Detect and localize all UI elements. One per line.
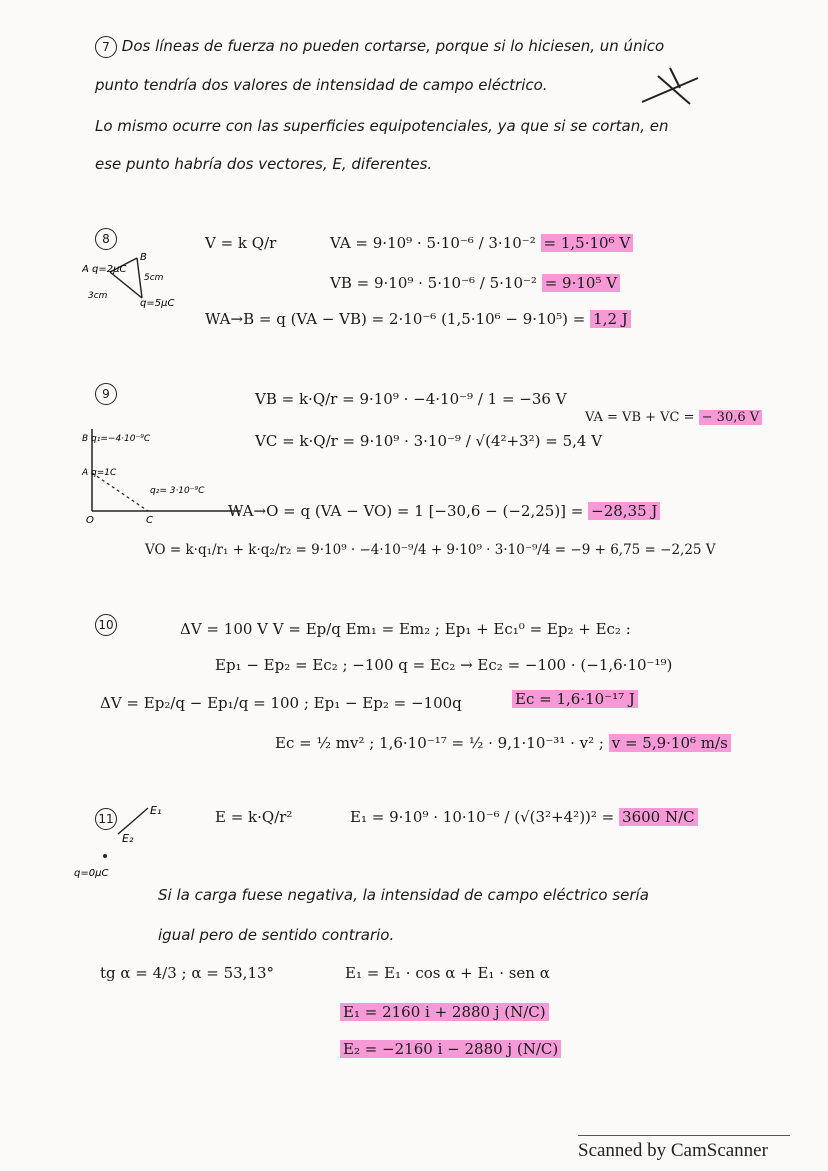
problem-7-line-3: Lo mismo ocurre con las superficies equipotenciales, ya que si se cortan, en — [95, 117, 669, 135]
p11-label-e2: E₂ — [122, 832, 134, 845]
p9-va: VA = VB + VC = − 30,6 V — [585, 410, 762, 425]
p9-label-o: O — [86, 515, 94, 525]
p8-va: VA = 9·10⁹ · 5·10⁻⁶ / 3·10⁻² = 1,5·10⁶ V — [330, 234, 633, 252]
p9-work-result: −28,35 J — [588, 502, 660, 520]
problem-7-line-2: punto tendría dos valores de intensidad de campo eléctrico. — [95, 76, 548, 94]
p9-label-c: C — [146, 515, 153, 525]
p8-work: WA→B = q (VA − VB) = 2·10⁻⁶ (1,5·10⁶ − 9·10⁵) = 1,2 J — [205, 310, 631, 328]
p11-text-1: Si la carga fuese negativa, la intensidad de campo eléctrico sería — [158, 886, 649, 904]
p11-formula: E = k·Q/r² — [215, 808, 293, 826]
problem-10-number: 10 — [95, 614, 117, 636]
p9-vo: VO = k·q₁/r₁ + k·q₂/r₂ = 9·10⁹ · −4·10⁻⁹/4 + 9·10⁹ · 3·10⁻⁹/4 = −9 + 6,75 = −2,25 V — [145, 542, 716, 558]
problem-11-diagram — [70, 800, 180, 880]
p11-label-e1: E₁ — [150, 804, 162, 817]
p10-line-3: ΔV = Ep₂/q − Ep₁/q = 100 ; Ep₁ − Ep₂ = −100q — [100, 694, 462, 712]
p9-label-b: B q₁=−4·10⁻⁹C — [82, 434, 151, 444]
p10-line-4-result: v = 5,9·10⁶ m/s — [609, 734, 731, 752]
p11-angle: tg α = 4/3 ; α = 53,13° — [100, 964, 275, 982]
p9-label-a: A q=1C — [82, 468, 117, 478]
p9-label-q2: q₂= 3·10⁻⁹C — [150, 486, 205, 496]
problem-7-number: 7 — [95, 36, 117, 58]
p11-e1: E₁ = 9·10⁹ · 10·10⁻⁶ / (√(3²+4²))² = 3600 N/C — [350, 808, 698, 826]
problem-8-diagram — [82, 250, 192, 310]
p8-label-d2: 3cm — [88, 291, 108, 301]
p11-e1-result: 3600 N/C — [619, 808, 698, 826]
p10-line-1: ΔV = 100 V V = Ep/q Em₁ = Em₂ ; Ep₁ + Ec₁⁰ = Ep₂ + Ec₂ : — [180, 620, 631, 638]
p11-decomposition: E₁ = E₁ · cos α + E₁ · sen α — [345, 964, 550, 982]
p8-formula: V = k Q/r — [205, 234, 277, 252]
p8-work-result: 1,2 J — [590, 310, 631, 328]
camscanner-footer: Scanned by CamScanner — [578, 1140, 768, 1161]
p8-label-d1: 5cm — [144, 273, 164, 283]
p10-line-4: Ec = ½ mv² ; 1,6·10⁻¹⁷ = ½ · 9,1·10⁻³¹ · v² ; v = 5,9·10⁶ m/s — [275, 734, 731, 752]
p11-vector-1: E₁ = 2160 i + 2880 j (N/C) — [340, 1003, 549, 1021]
problem-11-number: 11 — [95, 808, 117, 830]
p10-line-3-result: Ec = 1,6·10⁻¹⁷ J — [512, 690, 638, 708]
problem-7-line-4: ese punto habría dos vectores, E, diferentes. — [95, 155, 433, 173]
problem-9-diagram — [80, 425, 250, 525]
p9-vb: VB = k·Q/r = 9·10⁹ · −4·10⁻⁹ / 1 = −36 V — [255, 390, 567, 408]
p11-vector-2: E₂ = −2160 i − 2880 j (N/C) — [340, 1040, 561, 1058]
p11-text-2: igual pero de sentido contrario. — [158, 926, 395, 944]
p8-vb-result: = 9·10⁵ V — [542, 274, 620, 292]
p9-work: WA→O = q (VA − VO) = 1 [−30,6 − (−2,25)] = −28,35 J — [228, 502, 660, 520]
p10-line-2: Ep₁ − Ep₂ = Ec₂ ; −100 q = Ec₂ → Ec₂ = −100 · (−1,6·10⁻¹⁹) — [215, 656, 673, 674]
p8-label-b: B — [140, 252, 147, 263]
p9-va-result: − 30,6 V — [699, 410, 763, 425]
problem-7-line-1: 7 Dos líneas de fuerza no pueden cortarse, porque si lo hiciesen, un único — [95, 36, 664, 58]
p8-label-a: A q=2μC — [82, 264, 127, 275]
p8-va-result: = 1,5·10⁶ V — [541, 234, 634, 252]
footer-rule — [578, 1135, 790, 1136]
problem-8-number: 8 — [95, 228, 117, 250]
crossing-lines-icon — [640, 66, 702, 106]
p8-label-q: q=5μC — [140, 298, 175, 309]
p11-label-q: q=0μC — [74, 868, 109, 879]
p9-vc: VC = k·Q/r = 9·10⁹ · 3·10⁻⁹ / √(4²+3²) = 5,4 V — [255, 432, 603, 450]
problem-9-number: 9 — [95, 383, 117, 405]
p8-vb: VB = 9·10⁹ · 5·10⁻⁶ / 5·10⁻² = 9·10⁵ V — [330, 274, 620, 292]
